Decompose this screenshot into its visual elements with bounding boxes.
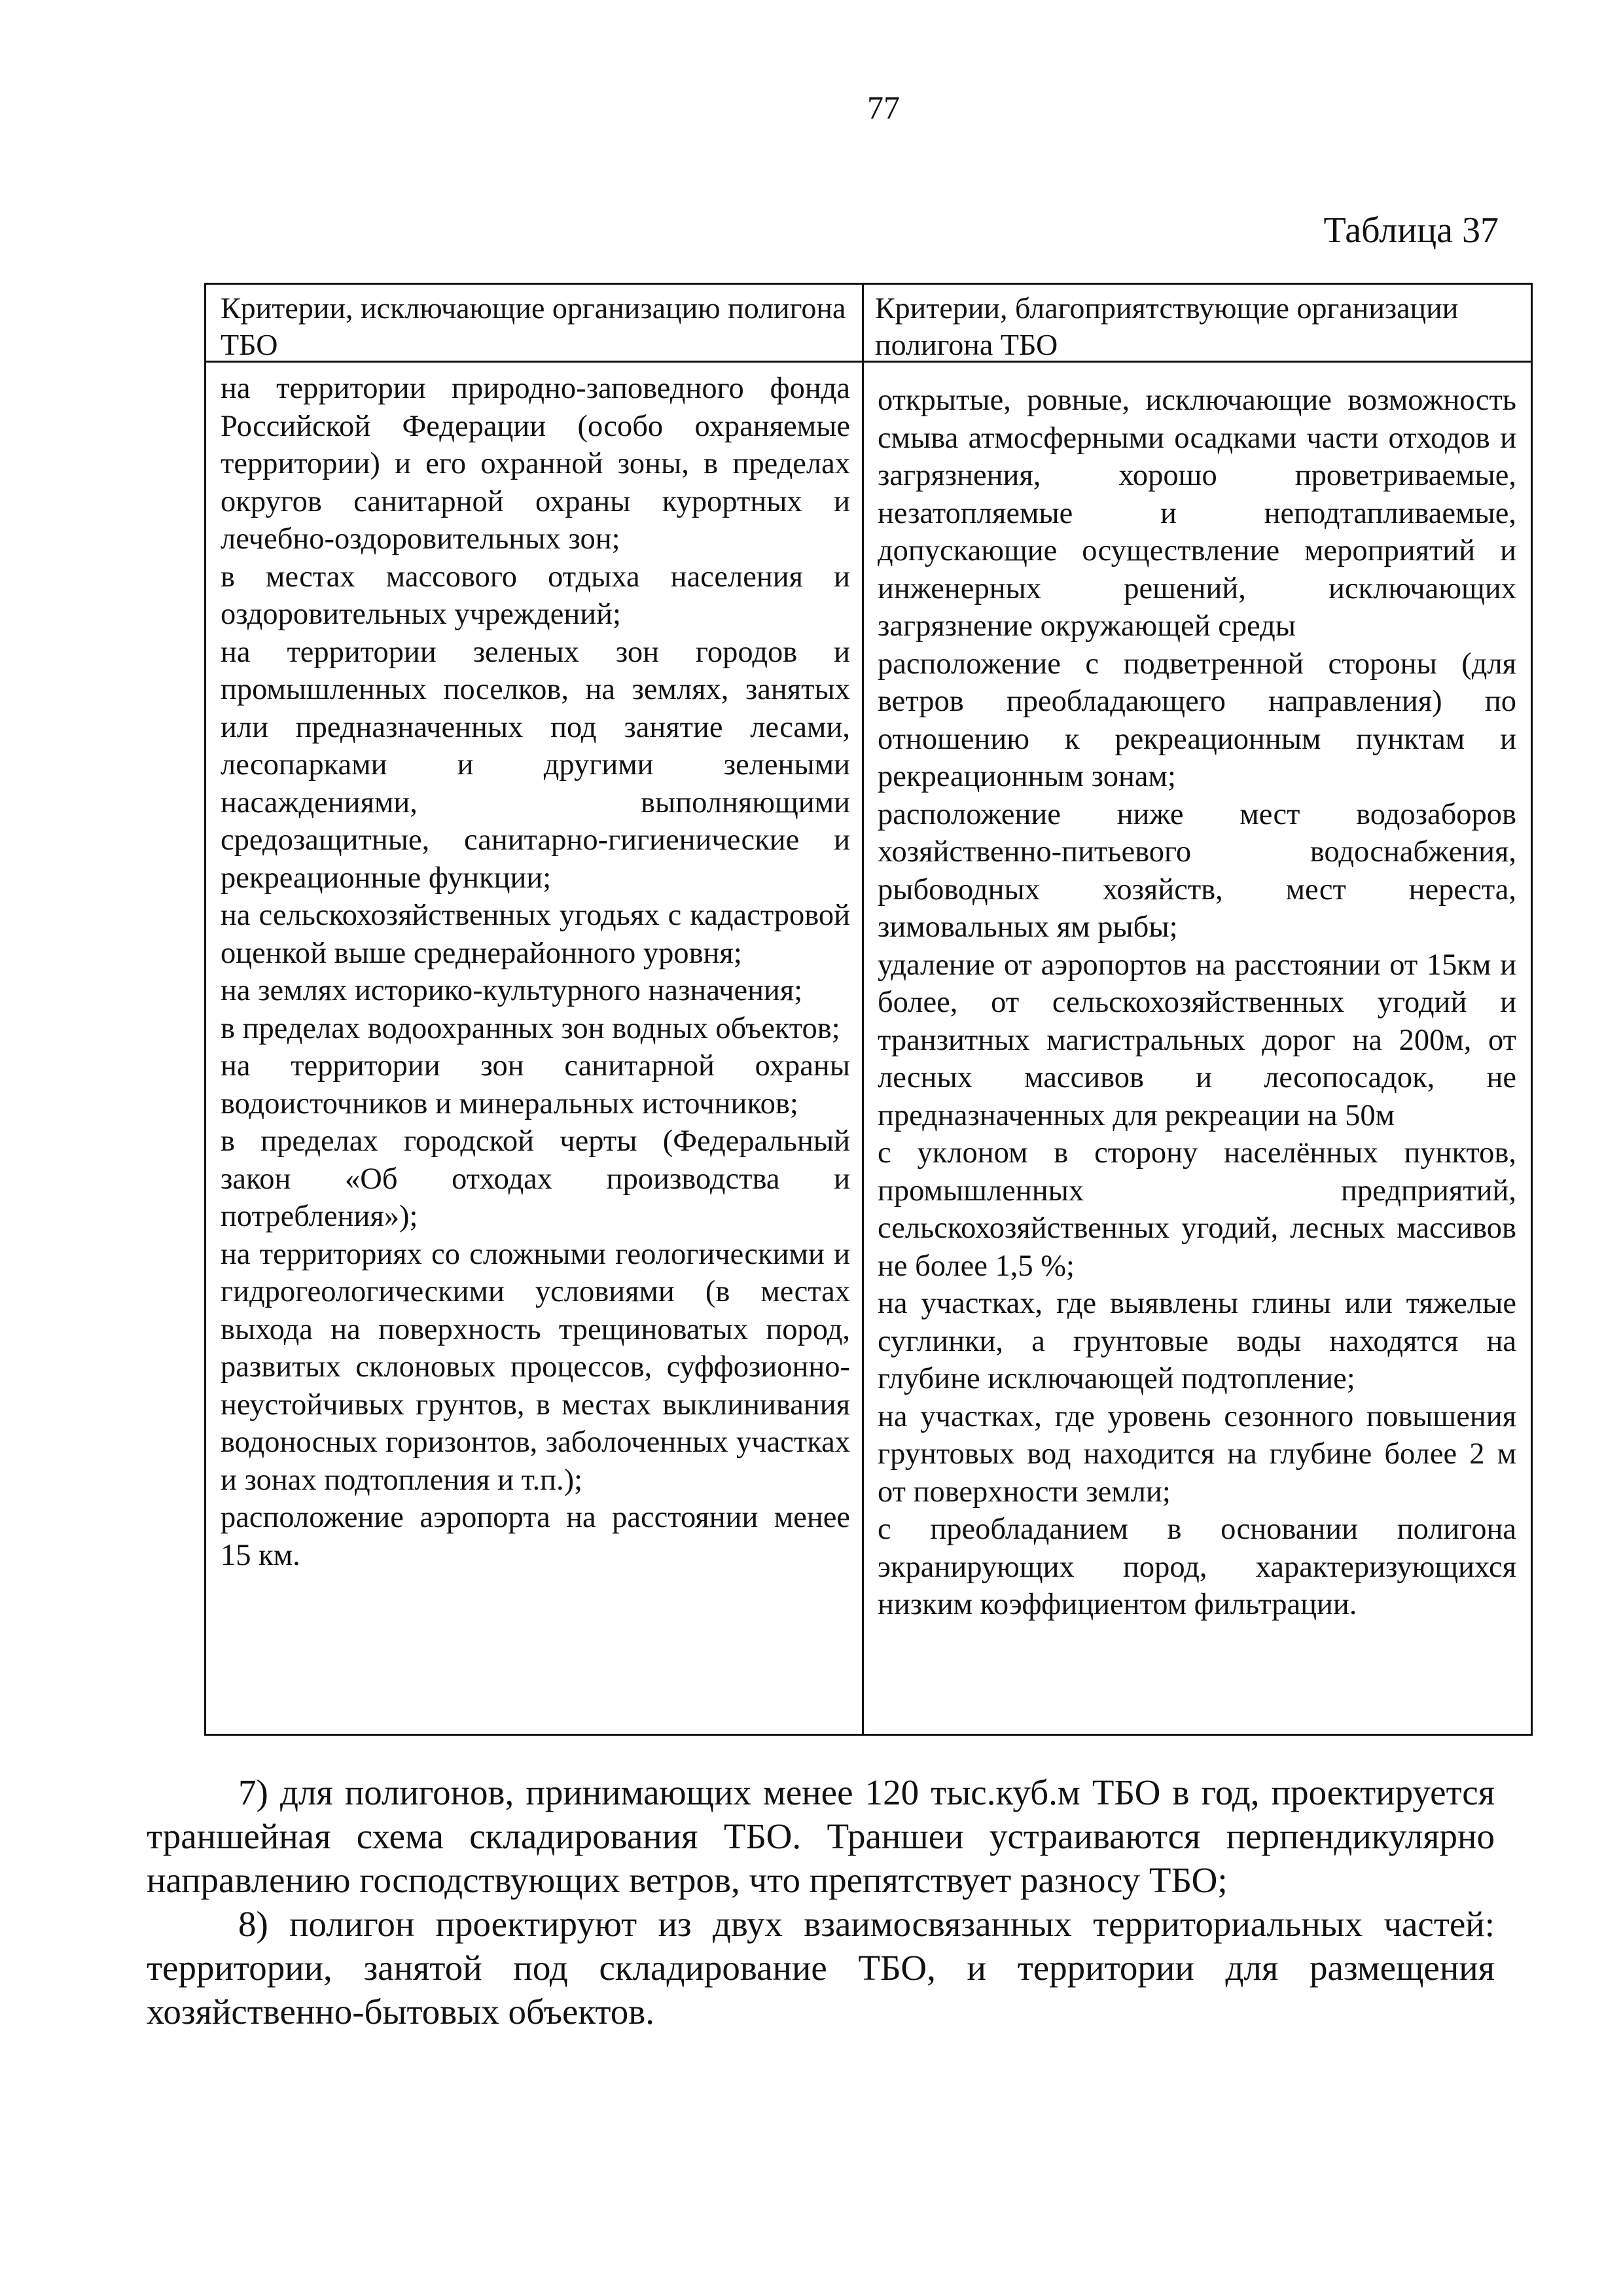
table-cell-right: удаление от аэропортов на расстоянии от 15км и более, от сельскохозяйственных угодий и транзитных магистральных дорог на 200м, от лесных массивов и лесопосадок, не предназначенных для рекреации на 50м: [878, 948, 1516, 1132]
table-cell-right: расположение с подветренной стороны (для ветров преобладающего направления) по отношению к рекреационным пунктам и рекреационным зонам;: [878, 647, 1516, 793]
paragraph-8: 8) полигон проектируют из двух взаимосвязанных территориальных частей: территории, занятой под складирование ТБО, и территории для размещения хозяйственно-бытовых объектов.: [147, 1904, 1495, 2032]
table-cell-right: на участках, где уровень сезонного повышения грунтовых вод находится на глубине более 2 м от поверхности земли;: [878, 1399, 1516, 1509]
table-cell-right: открытые, ровные, исключающие возможность смыва атмосферными осадками части отходов и загрязнения, хорошо проветриваемые, незатопляемые и неподтапливаемые, допускающие осуществление мероприятий и инженерных решений, исключающих загрязнение окружающей среды: [878, 384, 1516, 643]
table-header-right: Критерии, благоприятствующие организации полигона ТБО: [875, 291, 1459, 361]
table-cell-left: на землях историко-культурного назначения;: [221, 974, 803, 1007]
table-cell-left: в местах массового отдыха населения и оздоровительных учреждений;: [221, 560, 850, 631]
table-cell-left: на территории зеленых зон городов и промышленных поселков, на землях, занятых или предназначенных под занятие лесами, лесопарками и другими зелеными насаждениями, выполняющими средозащитные, санитарно-гигиенические и рекреационные функции;: [221, 635, 850, 895]
table-column-right: [878, 382, 1516, 1624]
paragraph-7: 7) для полигонов, принимающих менее 120 тыс.куб.м ТБО в год, проектируется траншейная схема складирования ТБО. Траншеи устраиваются перпендикулярно направлению господствующих ветров, что препятствует разносу ТБО;: [147, 1772, 1495, 1900]
table-cell-left: на территории зон санитарной охраны водоисточников и минеральных источников;: [221, 1049, 850, 1121]
table-cell-left: на сельскохозяйственных угодьях с кадастровой оценкой выше среднерайонного уровня;: [221, 899, 850, 970]
table-cell-right: на участках, где выявлены глины или тяжелые суглинки, а грунтовые воды находятся на глубине исключающей подтопление;: [878, 1287, 1516, 1395]
table-cell-left: на территориях со сложными геологическими и гидрогеологическими условиями (в местах выхода на поверхность трещиноватых пород, развитых склоновых процессов, суффозионно-неустойчивых грунтов, в местах выклинивания водоносных горизонтов, заболоченных участках и зонах подтопления и т.п.);: [221, 1237, 850, 1497]
table-cell-left: на территории природно-заповедного фонда Российской Федерации (особо охраняемые территории) и его охранной зоны, в пределах округов санитарной охраны курортных и лечебно-оздоровительных зон;: [221, 372, 850, 556]
table-cell-right: с уклоном в сторону населённых пунктов, промышленных предприятий, сельскохозяйственных угодий, лесных массивов не более 1,5 %;: [878, 1136, 1516, 1283]
page-number: 77: [867, 89, 900, 126]
criteria-table: [204, 283, 1533, 1736]
table-column-divider: [862, 285, 864, 1734]
table-cell-right: расположение ниже мест водозаборов хозяйственно-питьевого водоснабжения, рыбоводных хозяйств, мест нереста, зимовальных ям рыбы;: [878, 797, 1516, 944]
table-cell-right: с преобладанием в основании полигона экранирующих пород, характеризующихся низким коэффициентом фильтрации.: [878, 1513, 1516, 1621]
table-header-left: Критерии, исключающие организацию полигона ТБО: [221, 291, 846, 361]
body-text: [147, 1770, 1495, 2034]
table-cell-left: в пределах водоохранных зон водных объектов;: [221, 1011, 840, 1045]
table-column-left: [221, 370, 850, 1574]
table-cell-left: в пределах городской черты (Федеральный закон «Об отходах производства и потребления»);: [221, 1124, 850, 1233]
table-caption: Таблица 37: [1323, 210, 1499, 251]
table-cell-left: расположение аэропорта на расстоянии менее 15 км.: [221, 1501, 850, 1572]
